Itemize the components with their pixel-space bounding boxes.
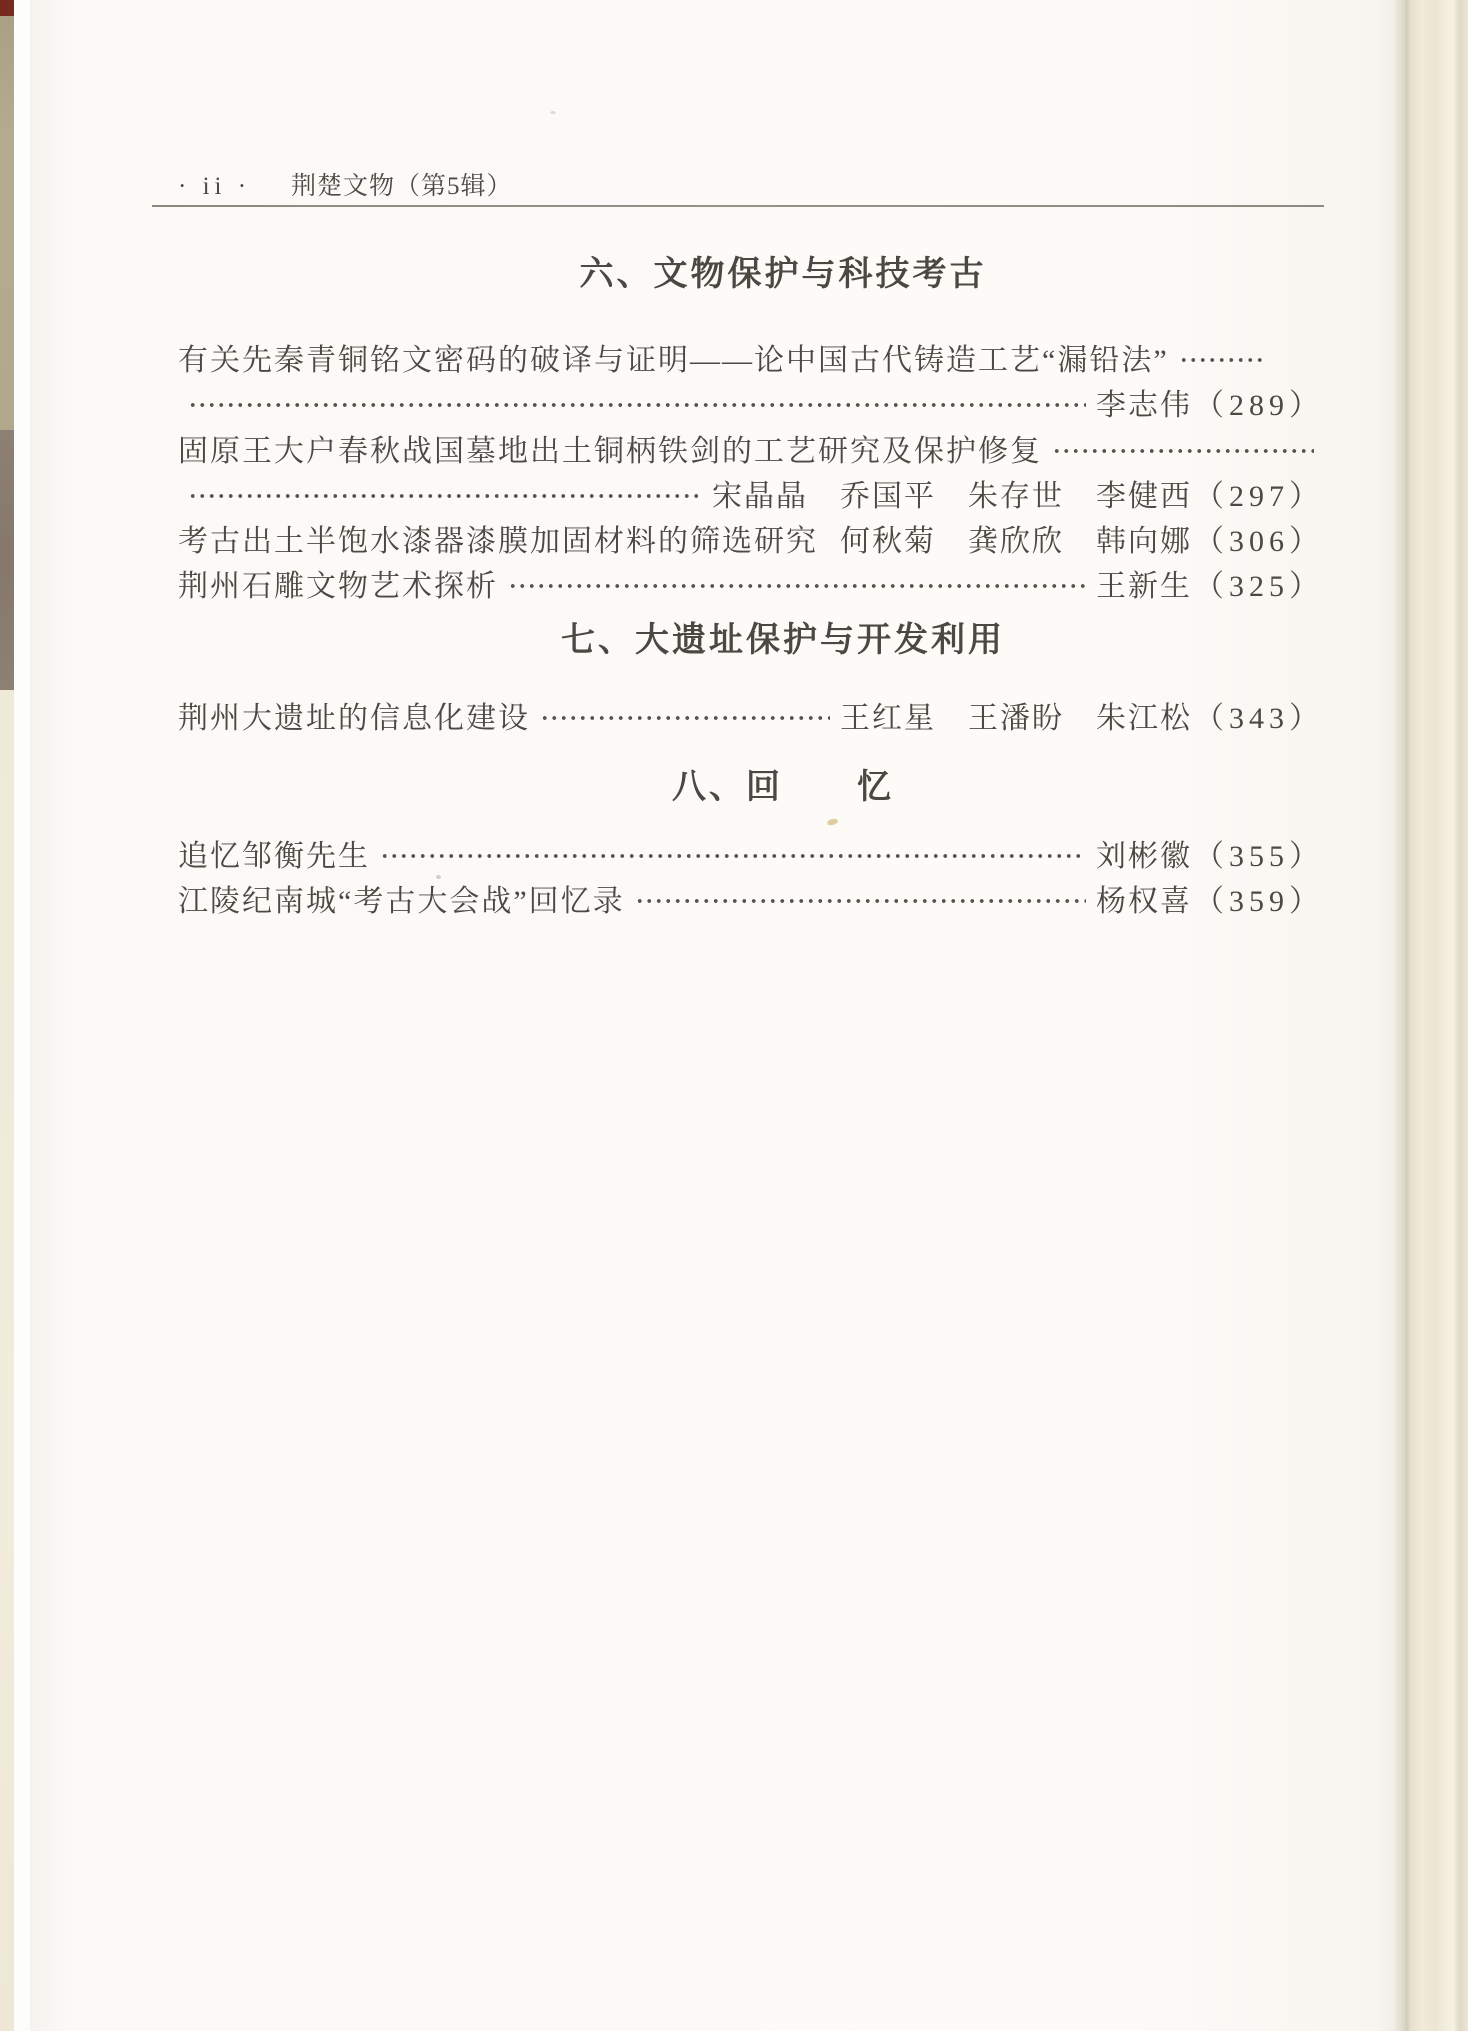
entry-page-number: （289）: [1194, 389, 1324, 422]
dot-leader: [635, 896, 1086, 906]
toc-entry-3-line: [178, 517, 1324, 559]
scan-speck: [436, 875, 441, 879]
entry-page-number: （343）: [1194, 702, 1324, 735]
section-heading-8: 八、回 忆: [672, 767, 894, 807]
header-rule: [152, 205, 1324, 207]
entry-page-number: （306）: [1194, 525, 1324, 558]
entry-title: 荆州石雕文物艺术探析: [178, 570, 498, 603]
entry-title: 有关先秦青铜铭文密码的破译与证明——论中国古代铸造工艺“漏铅法”: [178, 344, 1169, 377]
page-stack-edge: [1406, 0, 1468, 2031]
spine-strip-taupe: [0, 430, 14, 690]
entry-title: 考古出土半饱水漆器漆膜加固材料的筛选研究: [178, 525, 818, 558]
dot-leader: [508, 581, 1086, 591]
dot-leader: [380, 851, 1086, 861]
entry-authors: 宋晶晶 乔国平 朱存世 李健西: [712, 480, 1192, 513]
dot-leader: [188, 400, 1086, 410]
entry-page-number: （325）: [1194, 570, 1324, 603]
entry-title: 追忆邹衡先生: [178, 840, 370, 873]
entry-page-number: （297）: [1194, 480, 1324, 513]
book-title: 荆楚文物（第5辑）: [291, 173, 513, 200]
book-page: [30, 0, 1406, 2031]
entry-authors: 王红星 王潘盼 朱江松: [840, 702, 1192, 735]
toc-entry-4-line: [178, 562, 1324, 604]
toc-entry-5-line: [178, 694, 1324, 736]
scan-speck: [826, 818, 838, 827]
toc-entry-2-author-line: [178, 472, 1324, 514]
entry-title: 江陵纪南城“考古大会战”回忆录: [178, 885, 625, 918]
toc-entry-1-author-line: [178, 381, 1324, 423]
page-number-marker: · ii ·: [178, 173, 252, 200]
section-heading-7: 七、大遗址保护与开发利用: [561, 620, 1005, 660]
dot-leader: [1179, 355, 1263, 365]
toc-entry-6-line: [178, 832, 1324, 874]
entry-title: 固原王大户春秋战国墓地出土铜柄铁剑的工艺研究及保护修复: [178, 435, 1042, 468]
entry-page-number: （359）: [1194, 885, 1324, 918]
entry-page-number: （355）: [1194, 840, 1324, 873]
entry-authors: 何秋菊 龚欣欣 韩向娜: [840, 525, 1192, 558]
toc-entry-2-title-line: [178, 427, 1324, 469]
spine-strip-beige: [0, 16, 14, 430]
spine-strip-cream: [0, 690, 14, 2031]
spine-page-gap: [14, 0, 30, 2031]
section-heading-6: 六、文物保护与科技考古: [579, 254, 987, 294]
toc-entry-1-title-line: [178, 336, 1324, 378]
dot-leader: [1052, 446, 1314, 456]
entry-authors: 刘彬徽: [1096, 840, 1192, 873]
entry-title: 荆州大遗址的信息化建设: [178, 702, 530, 735]
toc-entry-7-line: [178, 877, 1324, 919]
spine-strip-red: [0, 0, 14, 16]
dot-leader: [188, 491, 702, 501]
entry-authors: 王新生: [1096, 570, 1192, 603]
running-head: [178, 166, 513, 202]
entry-authors: 李志伟: [1096, 389, 1192, 422]
dot-leader: [828, 536, 830, 546]
dot-leader: [540, 713, 830, 723]
scan-speck: [550, 111, 556, 114]
entry-authors: 杨权喜: [1096, 885, 1192, 918]
